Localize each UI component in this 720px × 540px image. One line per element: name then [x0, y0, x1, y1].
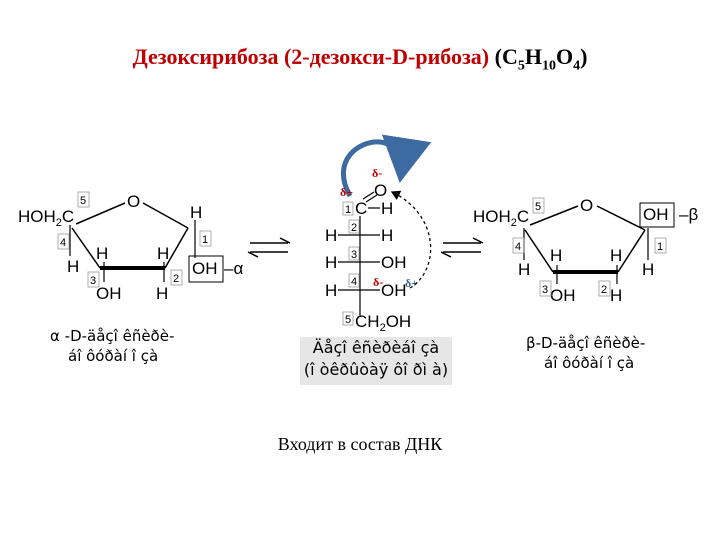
h-c4: H: [550, 246, 563, 265]
delta-plus-low: δ+: [405, 276, 419, 290]
row-c2: [325, 220, 393, 245]
delta-plus-top: δ+: [340, 185, 354, 199]
svg-text:4: 4: [60, 237, 67, 249]
svg-text:4: 4: [351, 276, 358, 288]
svg-text:3: 3: [542, 284, 549, 296]
svg-text:4: 4: [515, 241, 522, 253]
svg-text:1: 1: [345, 204, 352, 216]
svg-text:OH: OH: [381, 281, 407, 300]
h-c3: H: [157, 244, 170, 263]
svg-text:3: 3: [351, 249, 358, 261]
svg-text:2: 2: [351, 222, 358, 234]
title-text: Дезоксирибоза (2-дезокси-D-рибоза): [132, 44, 490, 69]
svg-text:H: H: [381, 226, 394, 245]
c1-hydrogen: H: [381, 199, 394, 218]
h-c2-low: H: [610, 286, 623, 305]
svg-text:5: 5: [345, 314, 352, 326]
delta-minus-low: δ-: [373, 275, 384, 289]
molecular-formula: $(C_5H_{10}O_4)$: [494, 44, 588, 74]
svg-text:3: 3: [90, 275, 97, 287]
h-c3: H: [610, 246, 623, 265]
footer-note: Входит в состав ДНК: [277, 434, 443, 454]
beta-furanose-structure: [473, 196, 698, 305]
hoh2c-group: $HOH_2C$: [18, 207, 75, 229]
ring-oxygen: O: [127, 192, 141, 211]
h-c4-low: H: [67, 257, 80, 276]
row-c4: [325, 274, 407, 300]
svg-text:2: 2: [173, 273, 180, 285]
oh-c3: OH: [550, 286, 576, 305]
beta-label: –β: [679, 205, 699, 224]
h-c1-top: H: [190, 203, 203, 222]
carbonyl-oxygen: O: [374, 181, 388, 200]
svg-text:H: H: [325, 281, 338, 300]
svg-text:OH: OH: [381, 253, 407, 272]
svg-text:5: 5: [535, 201, 542, 213]
h-c4: H: [96, 244, 109, 263]
delta-minus-top: δ-: [372, 166, 383, 180]
equilibrium-arrows-right: [441, 238, 483, 257]
h-c1-low: H: [642, 260, 655, 279]
svg-text:1: 1: [202, 234, 209, 246]
alpha-caption: α -D-äåçî êñèðè- áî ôóðàí î çà: [50, 327, 175, 365]
hoh2c-group: $HOH_2C$: [473, 207, 530, 229]
c1-carbon: C: [355, 199, 368, 218]
row-c3: [325, 247, 407, 272]
open-chain-structure: [325, 142, 431, 334]
oh-c3: OH: [96, 284, 122, 303]
svg-text:1: 1: [657, 241, 664, 253]
oh-c1: OH: [643, 205, 669, 224]
h-c2-low: H: [156, 284, 169, 303]
alpha-label: –α: [224, 259, 244, 278]
open-form-caption: Äåçî êñèðèáî çà (î òêðûòàÿ ôî ðì à): [300, 337, 452, 385]
nucleophilic-attack-arrow: [392, 192, 431, 288]
beta-caption: β-D-äåçî êñèðè- áî ôóðàí î çà: [526, 334, 646, 372]
oh-c1: OH: [192, 259, 218, 278]
svg-text:H: H: [325, 226, 338, 245]
ring-oxygen: O: [580, 196, 594, 215]
alpha-furanose-structure: [18, 192, 243, 303]
svg-text:2: 2: [601, 284, 608, 296]
svg-text:H: H: [325, 253, 338, 272]
svg-text:5: 5: [80, 195, 87, 207]
equilibrium-arrows-left: [248, 238, 290, 257]
h-c4-low: H: [518, 260, 531, 279]
ch2oh-group: $CH_2OH$: [355, 312, 412, 334]
